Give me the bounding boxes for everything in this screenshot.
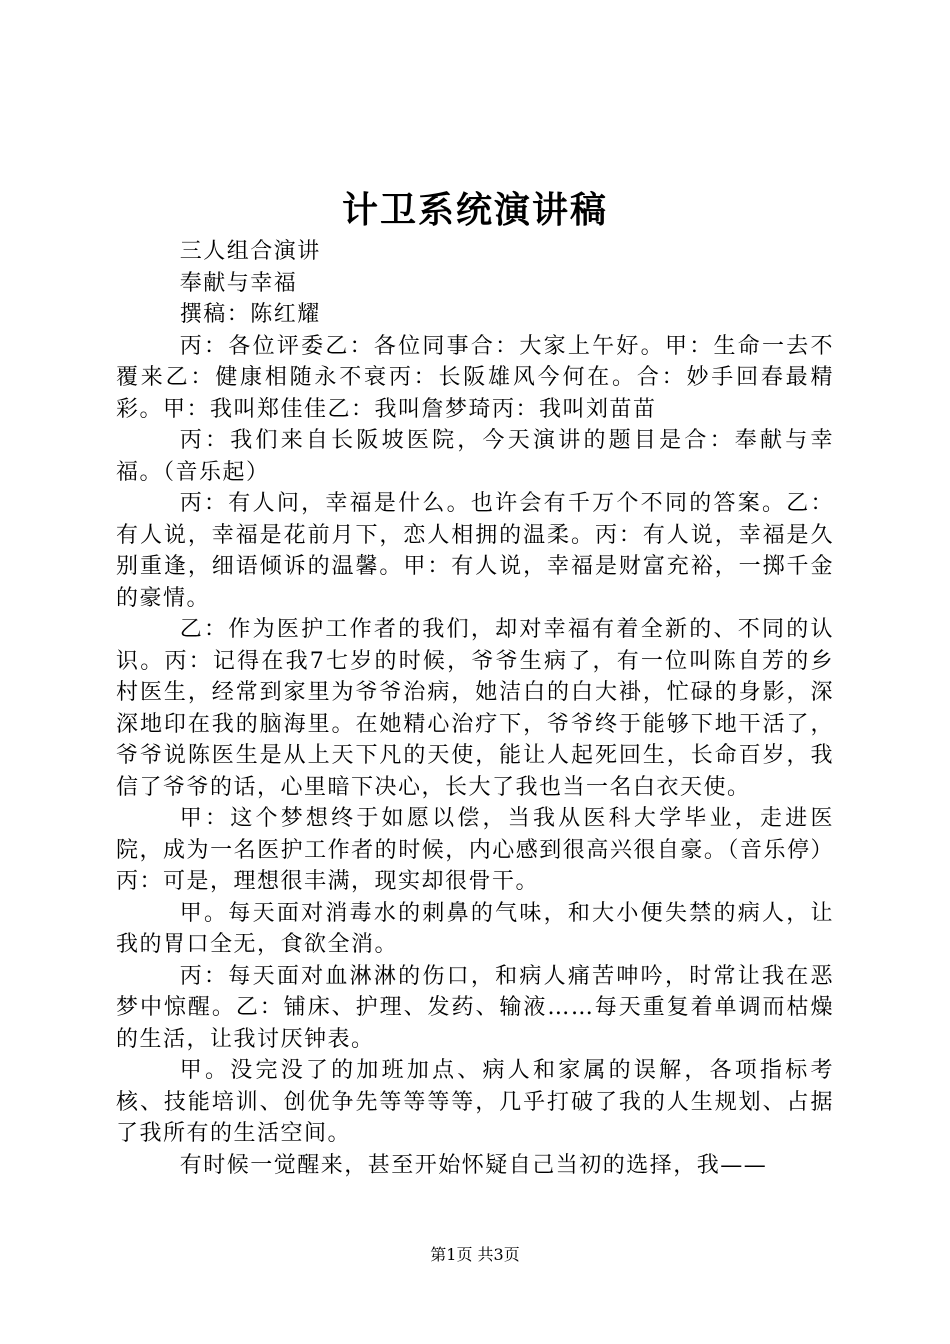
paragraph: 甲：这个梦想终于如愿以偿，当我从医科大学毕业，走进医院，成为一名医护工作者的时候，内心感到很高兴很自豪。（音乐停）丙：可是，理想很丰满，现实却很骨干。 bbox=[116, 806, 834, 894]
paragraph: 甲。每天面对消毒水的刺鼻的气味，和大小便失禁的病人，让我的胃口全无，食欲全消。 bbox=[116, 900, 834, 957]
paragraph: 甲。没完没了的加班加点、病人和家属的误解，各项指标考核、技能培训、创优争先等等等等，几乎打破了我的人生规划、占据了我所有的生活空间。 bbox=[116, 1058, 834, 1146]
paragraph: 乙：作为医护工作者的我们，却对幸福有着全新的、不同的认识。丙：记得在我7七岁的时候，爷爷生病了，有一位叫陈自芳的乡村医生，经常到家里为爷爷治病，她洁白的白大褂，忙碌的身影，深深地印在我的脑海里。在她精心治疗下，爷爷终于能够下地干活了，爷爷说陈医生是从上天下凡的天使，能让人起死回生，长命百岁，我信了爷爷的话，心里暗下决心，长大了我也当一名白衣天使。 bbox=[116, 617, 834, 800]
page-title: 计卫系统演讲稿 bbox=[341, 189, 608, 231]
paragraph-theme: 奉献与幸福 bbox=[179, 270, 298, 296]
paragraph: 有时候一觉醒来，甚至开始怀疑自己当初的选择，我—— bbox=[179, 1152, 768, 1178]
document-body bbox=[116, 236, 834, 1181]
paragraph: 丙：我们来自长阪坡医院，今天演讲的题目是合：奉献与幸福。（音乐起） bbox=[116, 428, 834, 485]
paragraph: 丙：有人问，幸福是什么。也许会有千万个不同的答案。乙：有人说，幸福是花前月下，恋人相拥的温柔。丙：有人说，幸福是久别重逢，细语倾诉的温馨。甲：有人说，幸福是财富充裕，一掷千金的豪情。 bbox=[116, 491, 834, 611]
paragraph-subtitle: 三人组合演讲 bbox=[179, 239, 321, 264]
paragraph-author: 撰稿：陈红耀 bbox=[179, 302, 321, 327]
paragraph: 丙：各位评委乙：各位同事合：大家上午好。甲：生命一去不覆来乙：健康相随永不衰丙：长阪雄风今何在。合：妙手回春最精彩。甲：我叫郑佳佳乙：我叫詹梦琦丙：我叫刘苗苗 bbox=[116, 333, 834, 422]
page-number-footer: 第1页 共3页 bbox=[430, 1245, 520, 1264]
paragraph: 丙：每天面对血淋淋的伤口，和病人痛苦呻吟，时常让我在恶梦中惊醒。乙：铺床、护理、发药、输液……每天重复着单调而枯燥的生活，让我讨厌钟表。 bbox=[116, 963, 834, 1052]
